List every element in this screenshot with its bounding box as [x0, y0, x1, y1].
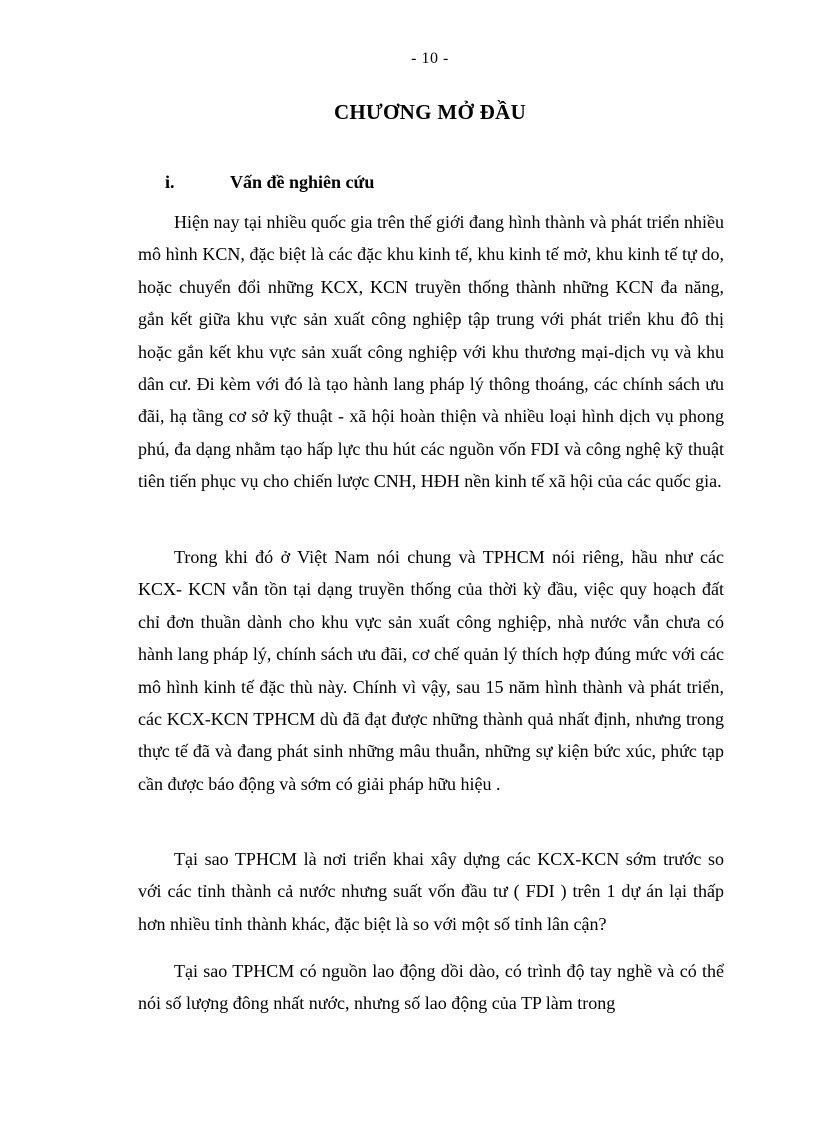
paragraph-text: Hiện nay tại nhiều quốc gia trên thế giới đang hình thành và phát triển nhiều mô hình KCN, đặc biệt là các đặc khu kinh tế, khu kinh tế mở, khu kinh tế tự do, hoặc chuyển đổi những KCX, KCN truyền thống thành những KCN đa năng, gắn kết giữa khu vực sản xuất công nghiệp tập trung với phát triển khu đô thị hoặc gắn kết khu vực sản xuất công nghiệp với khu thương mại-dịch vụ và khu dân cư. Đi kèm với đó là tạo hành lang pháp lý thông thoáng, các chính sách ưu đãi, hạ tầng cơ sở kỹ thuật - xã hội hoàn thiện và nhiều loại hình dịch vụ phong phú, đa dạng nhằm tạo hấp lực thu hút các nguồn vốn FDI và công nghệ kỹ thuật tiên tiến phục vụ cho chiến lược CNH, HĐH nền kinh tế xã hội của các quốc gia. — [138, 212, 724, 492]
paragraph-3 — [138, 843, 724, 940]
section-heading — [165, 172, 374, 193]
paragraph-2 — [138, 541, 724, 800]
page-number: - 10 - — [411, 50, 449, 67]
section-number: i. — [165, 172, 175, 192]
paragraph-4 — [138, 955, 724, 1020]
section-title: Vấn đề nghiên cứu — [230, 172, 375, 192]
paragraph-text: Tại sao TPHCM có nguồn lao động dồi dào, có trình độ tay nghề và có thể nói số lượng đông nhất nước, nhưng số lao động của TP làm trong — [138, 961, 724, 1014]
paragraph-text: Trong khi đó ở Việt Nam nói chung và TPHCM nói riêng, hầu như các KCX- KCN vẫn tồn tại dạng truyền thống của thời kỳ đầu, việc quy hoạch đất chỉ đơn thuần dành cho khu vực sản xuất công nghiệp, nhà nước vẫn chưa có hành lang pháp lý, chính sách ưu đãi, cơ chế quản lý thích hợp đúng mức với các mô hình kinh tế đặc thù này. Chính vì vậy, sau 15 năm hình thành và phát triển, các KCX-KCN TPHCM dù đã đạt được những thành quả nhất định, nhưng trong thực tế đã và đang phát sinh những mâu thuẫn, những sự kiện bức xúc, phức tạp cần được báo động và sớm có giải pháp hữu hiệu . — [138, 547, 724, 794]
paragraph-1 — [138, 206, 724, 498]
chapter-title: CHƯƠNG MỞ ĐẦU — [333, 100, 527, 124]
paragraph-text: Tại sao TPHCM là nơi triển khai xây dựng các KCX-KCN sớm trước so với các tỉnh thành cả nước nhưng suất vốn đầu tư ( FDI ) trên 1 dự án lại thấp hơn nhiều tỉnh thành khác, đặc biệt là so với một số tỉnh lân cận? — [138, 849, 724, 934]
